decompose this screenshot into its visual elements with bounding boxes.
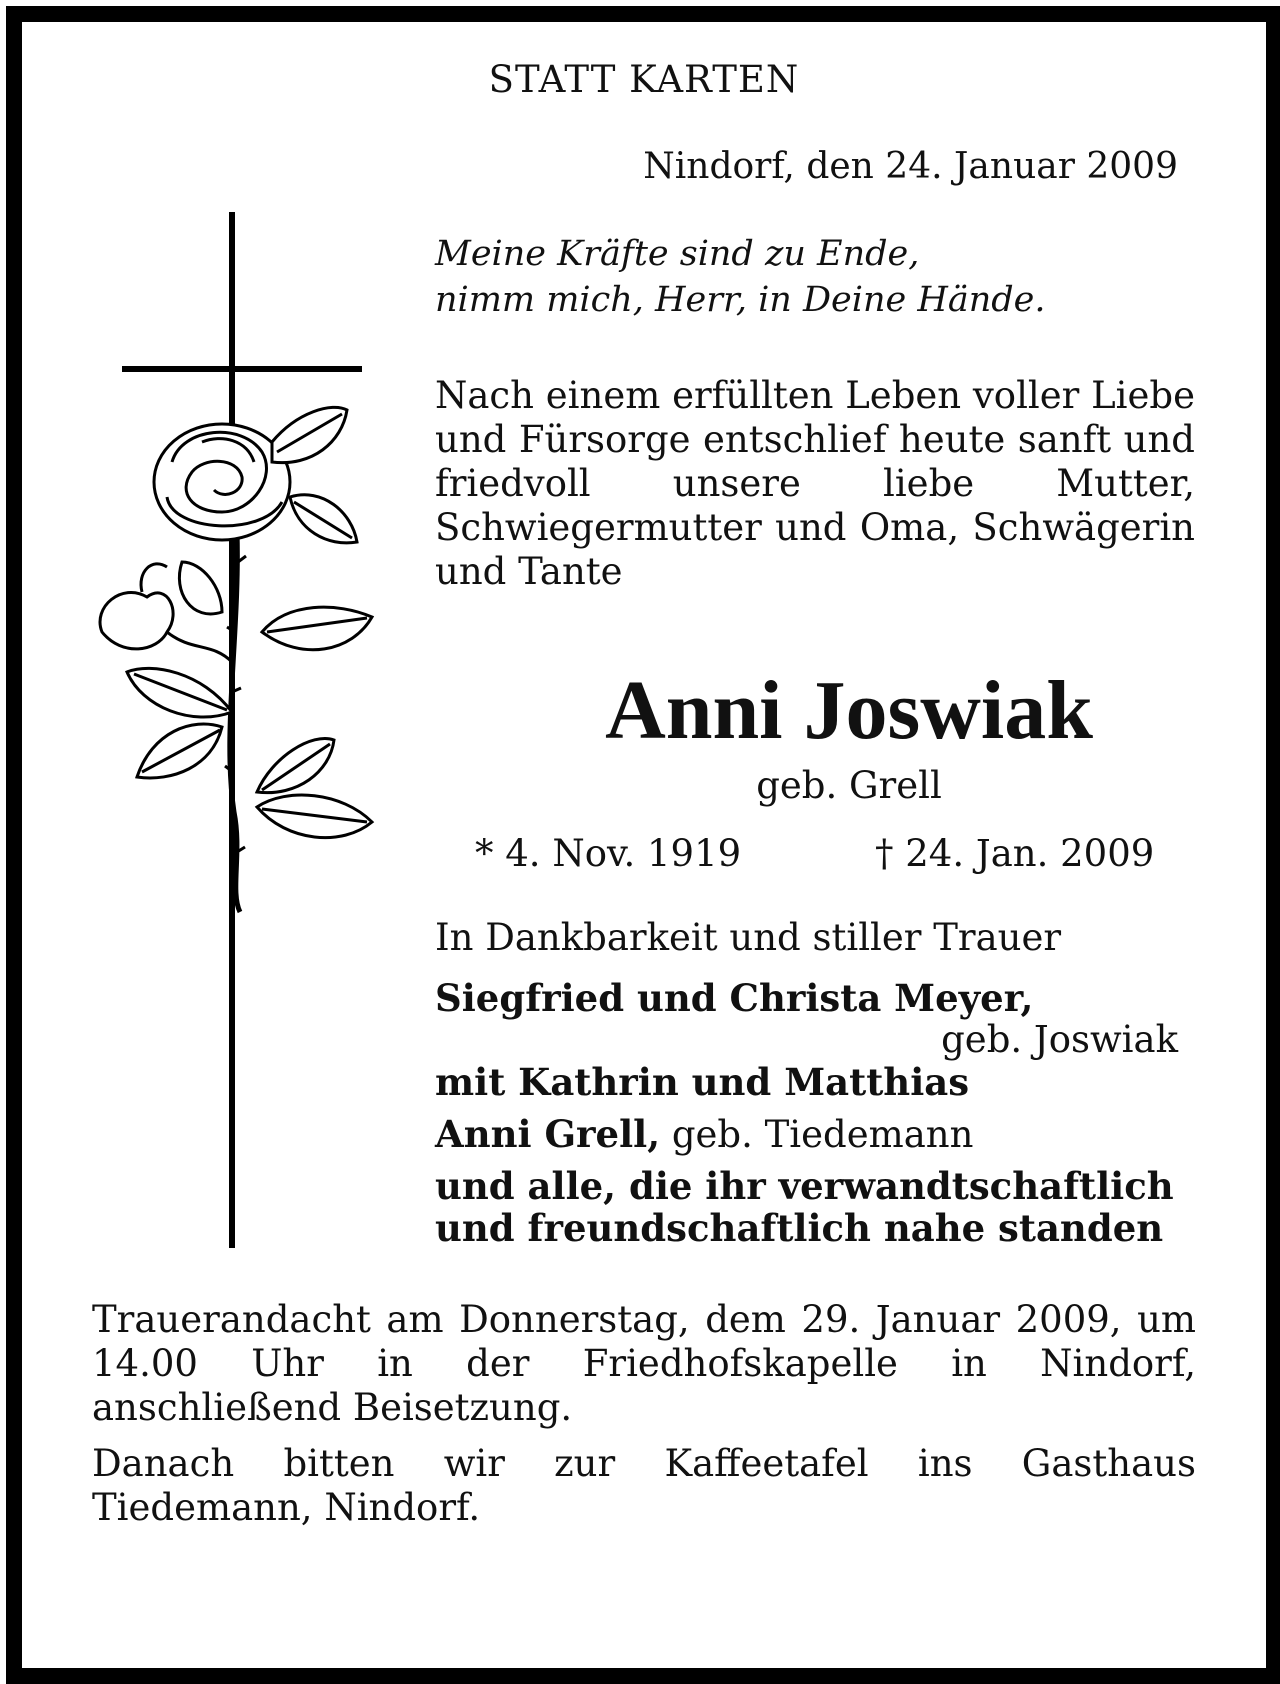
verse-line-1: Meine Kräfte sind zu Ende, <box>435 234 920 274</box>
deceased-birth-name: geb. Grell <box>756 764 942 807</box>
header: STATT KARTEN <box>488 58 800 101</box>
death-date: † 24. Jan. 2009 <box>875 832 1155 875</box>
mourner-family-2: mit Kathrin und Matthias <box>435 1060 970 1104</box>
rose-icon <box>100 407 372 912</box>
mourners-intro: In Dankbarkeit und stiller Trauer <box>435 916 1062 959</box>
obituary-notice <box>6 6 1280 1684</box>
deceased-name: Anni Joswiak <box>605 664 1093 757</box>
mourner-family-3-note: geb. Tiedemann <box>660 1113 974 1156</box>
mourner-family-1: Siegfried und Christa Meyer, <box>435 976 1034 1020</box>
service-info: Trauerandacht am Donnerstag, dem 29. Januar 2009, um 14.00 Uhr in der Friedhofskapelle in Nindorf, anschließend Beisetzung. <box>92 1298 1196 1429</box>
mourner-family-3: Anni Grell, <box>435 1112 661 1156</box>
mourner-family-1-note: geb. Joswiak <box>941 1018 1178 1061</box>
place-date: Nindorf, den 24. Januar 2009 <box>643 146 1178 187</box>
intro-paragraph: Nach einem erfüllten Leben voller Liebe und Fürsorge entschlief heute sanft und friedvoll unsere liebe Mutter, Schwiegermutter und Oma, Schwägerin und Tante <box>435 374 1195 593</box>
mourners-others-2: und freundschaftlich nahe standen <box>435 1206 1164 1250</box>
reception-info: Danach bitten wir zur Kaffeetafel ins Gasthaus Tiedemann, Nindorf. <box>92 1442 1196 1529</box>
verse-line-2: nimm mich, Herr, in Deine Hände. <box>435 280 1046 320</box>
birth-date: * 4. Nov. 1919 <box>475 832 742 875</box>
mourner-family-3-line <box>435 1112 973 1156</box>
mourners-others-1: und alle, die ihr verwandtschaftlich <box>435 1164 1174 1208</box>
